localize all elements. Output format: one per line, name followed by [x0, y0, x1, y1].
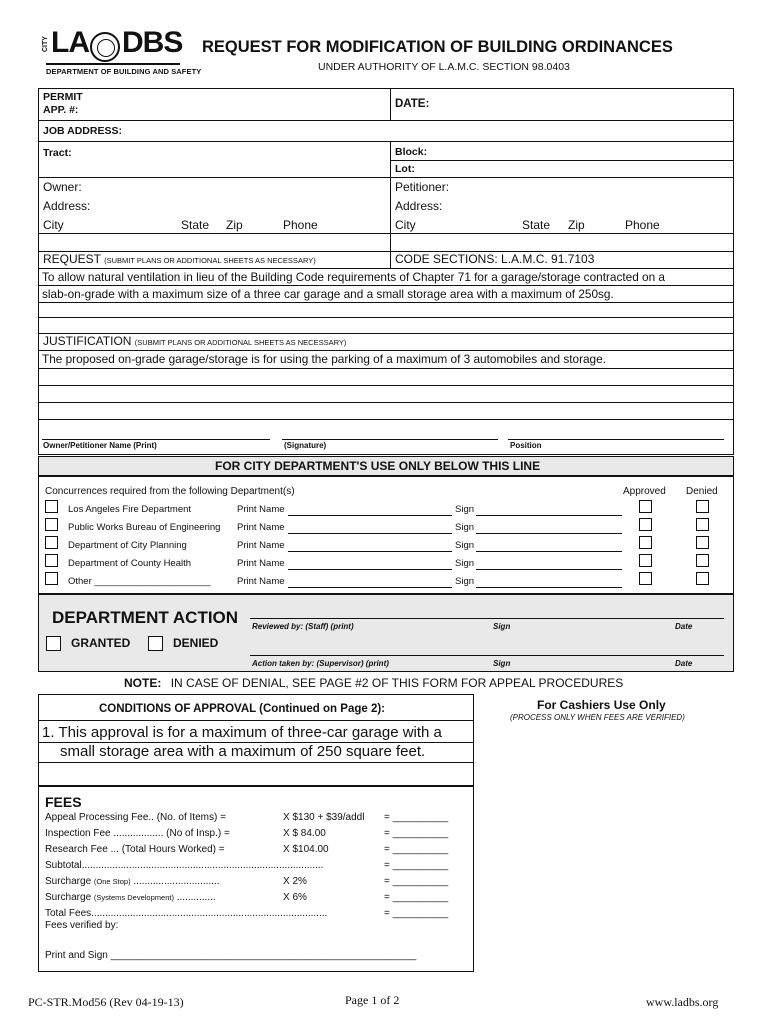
- petitioner-address-label: Address:: [395, 199, 443, 213]
- dept-checkbox[interactable]: [45, 572, 58, 585]
- request-label: REQUEST: [43, 252, 101, 266]
- ladbs-logo: [42, 26, 202, 80]
- fee-label-cell: [45, 908, 327, 919]
- fee-label: Research Fee ... (Total Hours Worked) =: [45, 844, 225, 855]
- dept-denied-checkbox[interactable]: [696, 572, 709, 585]
- dept-sign-field[interactable]: [476, 569, 622, 570]
- dept-approved-checkbox[interactable]: [639, 536, 652, 549]
- city-seal-icon: [90, 32, 120, 62]
- owner-label: Owner:: [43, 180, 82, 194]
- logo-dept-text: DEPARTMENT OF BUILDING AND SAFETY: [46, 67, 202, 76]
- fee-amount-field[interactable]: = __________: [384, 844, 449, 855]
- request-text-line-1[interactable]: To allow natural ventilation in lieu of the Building Code requirements of Chapter 71 for a garage/storage contracted on a: [42, 270, 665, 284]
- justification-text-line-1[interactable]: The proposed on-grade garage/storage is for using the parking of a maximum of 3 automobiles and storage.: [42, 352, 606, 366]
- tract-label: Tract:: [43, 147, 72, 159]
- dept-name: Department of County Health: [68, 558, 192, 569]
- dept-sign-label: Sign: [455, 540, 475, 551]
- dept-denied-checkbox[interactable]: [696, 536, 709, 549]
- form-title: REQUEST FOR MODIFICATION OF BUILDING ORDINANCES: [202, 38, 673, 56]
- dept-approved-checkbox[interactable]: [639, 518, 652, 531]
- action-by-field[interactable]: [250, 640, 724, 655]
- position-label: Position: [510, 441, 542, 450]
- position-field[interactable]: [508, 424, 724, 439]
- fee-label: Surcharge: [45, 892, 92, 903]
- fee-rate: X $ 84.00: [283, 828, 326, 839]
- permit-number-field[interactable]: [110, 90, 386, 120]
- dept-checkbox[interactable]: [45, 536, 58, 549]
- dept-checkbox[interactable]: [45, 554, 58, 567]
- date-label: DATE:: [395, 98, 430, 110]
- condition-line-1[interactable]: 1. This approval is for a maximum of three-car garage with a: [42, 724, 442, 741]
- dept-name: Los Angeles Fire Department: [68, 504, 192, 515]
- dept-print-name-label: Print Name: [237, 504, 285, 515]
- fee-label: Inspection Fee .................. (No of Insp.) =: [45, 828, 230, 839]
- petitioner-label: Petitioner:: [395, 180, 450, 194]
- fee-amount-field[interactable]: = __________: [384, 876, 449, 887]
- dept-print-name-label: Print Name: [237, 576, 285, 587]
- petitioner-city-label: City: [395, 218, 416, 232]
- fees-verified-label: Fees verified by:: [45, 920, 119, 931]
- reviewed-date-label: Date: [675, 622, 693, 631]
- fee-amount-field[interactable]: = __________: [384, 908, 449, 919]
- conditions-title: CONDITIONS OF APPROVAL (Continued on Page 2):: [99, 703, 386, 715]
- concurrences-label: Concurrences required from the following Department(s): [45, 486, 295, 497]
- request-text-line-2[interactable]: slab-on-grade with a maximum size of a three car garage and a small storage area with a maximum of 250sg.: [42, 287, 614, 301]
- fee-rate: X $104.00: [283, 844, 329, 855]
- fee-label-cell: [45, 860, 323, 871]
- dept-denied-checkbox[interactable]: [696, 554, 709, 567]
- justification-label: JUSTIFICATION: [43, 334, 132, 348]
- permit-label: PERMIT: [43, 91, 83, 103]
- job-address-field[interactable]: [135, 122, 730, 140]
- reviewed-sign-label: Sign: [493, 622, 511, 631]
- action-by-label: Action taken by: (Supervisor) (print): [252, 659, 389, 668]
- owner-name-print-label: Owner/Petitioner Name (Print): [43, 441, 157, 450]
- dept-sign-label: Sign: [455, 558, 475, 569]
- appeal-note: [124, 676, 623, 690]
- dept-print-name-field[interactable]: [288, 569, 452, 570]
- fee-rate: X 2%: [283, 876, 307, 887]
- lot-label: Lot:: [395, 163, 415, 175]
- denied-header: Denied: [686, 486, 718, 497]
- logo-dbs-text: DBS: [122, 26, 183, 59]
- fees-title: FEES: [45, 794, 82, 810]
- fee-label-cell: [45, 844, 225, 855]
- note-label: NOTE:: [124, 676, 162, 690]
- petitioner-state-label: State: [522, 218, 551, 232]
- fee-label: Total Fees.....................................................................................: [45, 908, 328, 919]
- city-use-banner-text: FOR CITY DEPARTMENT'S USE ONLY BELOW THIS LINE: [215, 459, 541, 473]
- logo-divider: [46, 63, 180, 65]
- department-action-title: DEPARTMENT ACTION: [52, 608, 239, 627]
- dept-name: Other ______________________: [68, 576, 211, 587]
- fee-label-tail: ..............: [176, 892, 216, 903]
- owner-address-label: Address:: [43, 199, 91, 213]
- action-date-label: Date: [675, 659, 693, 668]
- dept-name: Public Works Bureau of Engineering: [68, 522, 221, 533]
- block-label: Block:: [395, 146, 428, 158]
- code-sections: CODE SECTIONS: L.A.M.C. 91.7103: [395, 252, 595, 266]
- logo-la-text: LA: [51, 26, 89, 59]
- fee-rate: X 6%: [283, 892, 307, 903]
- app-number-label: APP. #:: [43, 104, 79, 116]
- dept-denied-checkbox[interactable]: [696, 500, 709, 513]
- fee-amount-field[interactable]: = __________: [384, 860, 449, 871]
- condition-line-2[interactable]: small storage area with a maximum of 250 square feet.: [60, 743, 426, 760]
- dept-sign-field[interactable]: [476, 533, 622, 534]
- dept-sign-label: Sign: [455, 522, 475, 533]
- denied-label: DENIED: [173, 636, 219, 650]
- fee-label: Subtotal.......................................................................................: [45, 860, 324, 871]
- justification-note: (SUBMIT PLANS OR ADDITIONAL SHEETS AS NECESSARY): [134, 338, 347, 347]
- granted-label: GRANTED: [71, 636, 131, 650]
- page-number: Page 1 of 2: [345, 993, 400, 1007]
- owner-city-label: City: [43, 218, 64, 232]
- cashiers-note: (PROCESS ONLY WHEN FEES ARE VERIFIED): [510, 713, 685, 722]
- dept-print-name-label: Print Name: [237, 558, 285, 569]
- fee-label-tail: ...............................: [133, 876, 220, 887]
- dept-approved-checkbox[interactable]: [639, 500, 652, 513]
- dept-approved-checkbox[interactable]: [639, 572, 652, 585]
- signature-label: (Signature): [284, 441, 327, 450]
- fee-label-small: (One Stop): [93, 877, 131, 886]
- action-sign-label: Sign: [493, 659, 511, 668]
- approved-header: Approved: [623, 486, 666, 497]
- denied-checkbox[interactable]: [148, 636, 163, 651]
- website-url: www.ladbs.org: [646, 995, 719, 1009]
- logo-city-text: CITY: [42, 36, 49, 52]
- form-subtitle: UNDER AUTHORITY OF L.A.M.C. SECTION 98.0403: [318, 61, 570, 73]
- fee-label-cell: [45, 812, 226, 823]
- request-note: (SUBMIT PLANS OR ADDITIONAL SHEETS AS NECESSARY): [104, 256, 316, 265]
- form-id: PC-STR.Mod56 (Rev 04-19-13): [28, 995, 184, 1009]
- dept-print-name-label: Print Name: [237, 522, 285, 533]
- signature-field[interactable]: [282, 424, 498, 439]
- fee-rate: X $130 + $39/addl: [283, 812, 365, 823]
- fee-label-cell: [45, 876, 220, 887]
- dept-denied-checkbox[interactable]: [696, 518, 709, 531]
- dept-name: Department of City Planning: [68, 540, 187, 551]
- note-text: IN CASE OF DENIAL, SEE PAGE #2 OF THIS FORM FOR APPEAL PROCEDURES: [170, 676, 624, 690]
- dept-sign-label: Sign: [455, 504, 475, 515]
- request-label-row: [43, 252, 316, 266]
- owner-zip-label: Zip: [226, 218, 243, 232]
- dept-print-name-label: Print Name: [237, 540, 285, 551]
- dept-sign-field[interactable]: [476, 551, 622, 552]
- fee-amount-field[interactable]: = __________: [384, 828, 449, 839]
- dept-sign-field[interactable]: [476, 587, 622, 588]
- print-and-sign-field[interactable]: Print and Sign _______________________________________________________: [45, 950, 417, 961]
- fee-amount-field[interactable]: = __________: [384, 812, 449, 823]
- dept-approved-checkbox[interactable]: [639, 554, 652, 567]
- date-field[interactable]: [440, 90, 730, 120]
- dept-checkbox[interactable]: [45, 500, 58, 513]
- granted-checkbox[interactable]: [46, 636, 61, 651]
- dept-print-name-field[interactable]: [288, 533, 452, 534]
- dept-print-name-field[interactable]: [288, 551, 452, 552]
- dept-sign-field[interactable]: [476, 515, 622, 516]
- justification-label-row: [43, 334, 346, 348]
- dept-print-name-field[interactable]: [288, 587, 452, 588]
- reviewed-by-label: Reviewed by: (Staff) (print): [252, 622, 354, 631]
- job-address-label: JOB ADDRESS:: [43, 125, 122, 137]
- owner-name-field[interactable]: [42, 424, 270, 439]
- fee-label-cell: [45, 828, 230, 839]
- petitioner-zip-label: Zip: [568, 218, 585, 232]
- petitioner-phone-label: Phone: [625, 218, 660, 232]
- owner-phone-label: Phone: [283, 218, 318, 232]
- dept-print-name-field[interactable]: [288, 515, 452, 516]
- fee-label: Appeal Processing Fee.. (No. of Items) =: [45, 812, 226, 823]
- fee-label: Surcharge: [45, 876, 92, 887]
- fee-amount-field[interactable]: = __________: [384, 892, 449, 903]
- dept-sign-label: Sign: [455, 576, 475, 587]
- reviewed-by-field[interactable]: [250, 603, 724, 618]
- dept-checkbox[interactable]: [45, 518, 58, 531]
- fee-label-small: (Systems Development): [93, 893, 174, 902]
- fee-label-cell: [45, 892, 216, 903]
- cashiers-title: For Cashiers Use Only: [537, 698, 666, 712]
- owner-state-label: State: [181, 218, 210, 232]
